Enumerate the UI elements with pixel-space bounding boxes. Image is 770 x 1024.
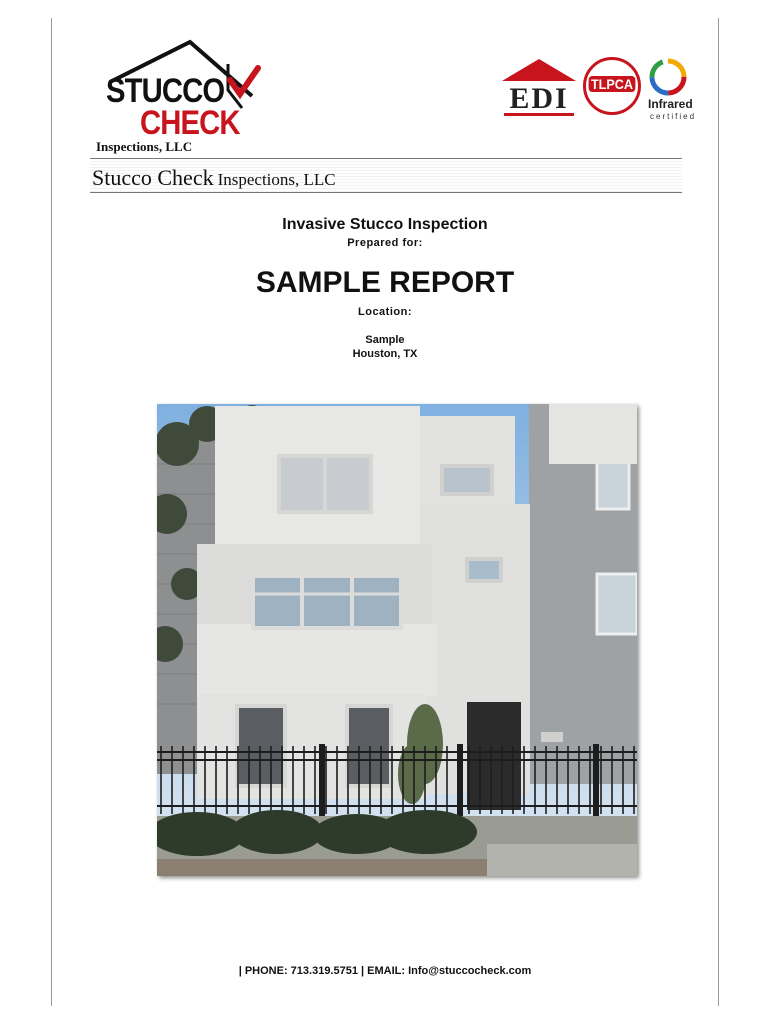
location-label: Location: [358,306,412,318]
banner-company-name: Stucco Check [92,165,214,190]
townhouse-illustration [157,404,637,876]
location-line-2: Houston, TX [352,348,418,360]
banner-text [92,165,336,191]
prepared-for-label: Prepared for: [347,237,423,249]
edi-text: EDI [509,82,569,115]
certification-badges [498,55,698,125]
tlpca-text: TLPCA [589,76,636,92]
banner-company-suffix: Inspections, LLC [217,170,336,189]
infrared-certified-badge [648,57,700,123]
right-page-border [718,18,719,1006]
infrared-text: Infrared [648,97,693,111]
tlpca-seal [583,57,641,115]
certified-text: certified [650,112,697,121]
client-name: SAMPLE REPORT [255,266,515,299]
property-photo [157,404,637,876]
location-line-1: Sample [365,334,405,346]
edi-badge [500,57,578,117]
report-title: Invasive Stucco Inspection [282,216,488,233]
stucco-check-logo [92,38,272,158]
logo-subtitle: Inspections, LLC [96,139,193,154]
logo-stucco-text: STUCCO [106,72,225,110]
footer-contact: | PHONE: 713.319.5751 | EMAIL: Info@stuccocheck.com [238,965,532,977]
left-page-border [51,18,52,1006]
company-banner [90,158,682,193]
infrared-ring-icon [648,57,700,97]
logo-check-text: CHECK [140,104,240,142]
